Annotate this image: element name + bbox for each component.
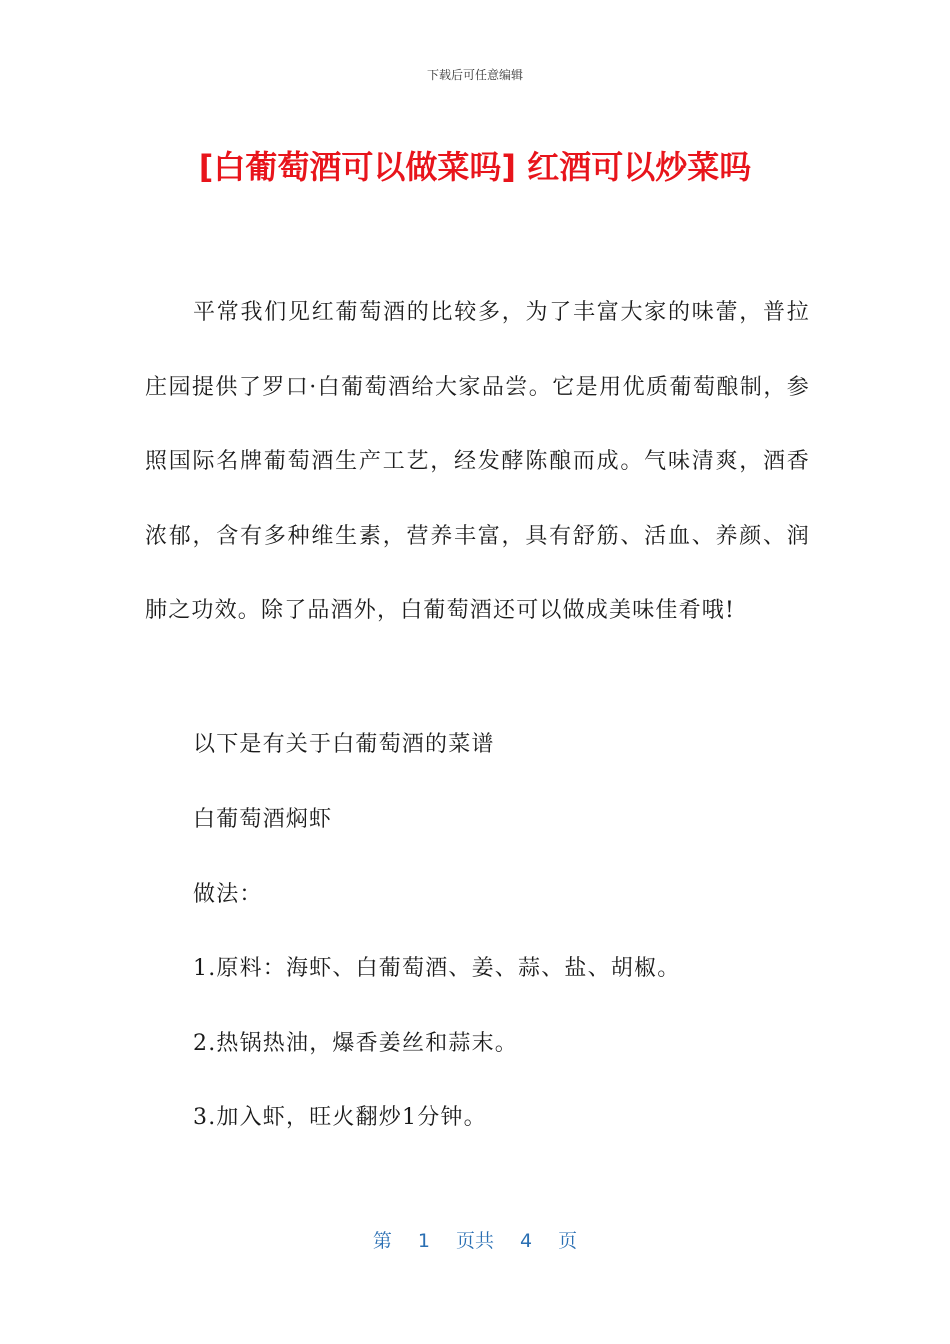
intro-paragraph: 平常我们见红葡萄酒的比较多，为了丰富大家的味蕾，普拉庄园提供了罗口·白葡萄酒给大家品尝。它是用优质葡萄酿制，参照国际名牌葡萄酒生产工艺，经发酵陈酿而成。气味清爽，酒香浓郁，含有多种维生素，营养丰富，具有舒筋、活血、养颜、润肺之功效。除了品酒外，白葡萄酒还可以做成美味佳肴哦! <box>145 300 810 623</box>
recipe-step: 3.加入虾，旺火翻炒1分钟。 <box>193 1105 487 1130</box>
method-label: 做法： <box>193 882 263 907</box>
recipes-intro-line: 以下是有关于白葡萄酒的菜谱 <box>193 732 495 757</box>
current-page-number: 1 <box>417 1230 430 1252</box>
total-pages-number: 4 <box>520 1230 533 1252</box>
recipe-name: 白葡萄酒焖虾 <box>193 807 333 832</box>
page-footer <box>0 1226 950 1253</box>
header-note: 下载后可任意编辑 <box>426 68 523 82</box>
recipe-step: 2.热锅热油，爆香姜丝和蒜末。 <box>193 1031 518 1056</box>
document-title: [白葡萄酒可以做菜吗] 红酒可以炒菜吗 <box>198 148 752 186</box>
page-prefix: 第 <box>372 1230 392 1252</box>
page-suffix: 页 <box>558 1230 578 1252</box>
page-mid: 页共 <box>455 1230 494 1252</box>
recipe-step: 1.原料：海虾、白葡萄酒、姜、蒜、盐、胡椒。 <box>193 956 681 981</box>
